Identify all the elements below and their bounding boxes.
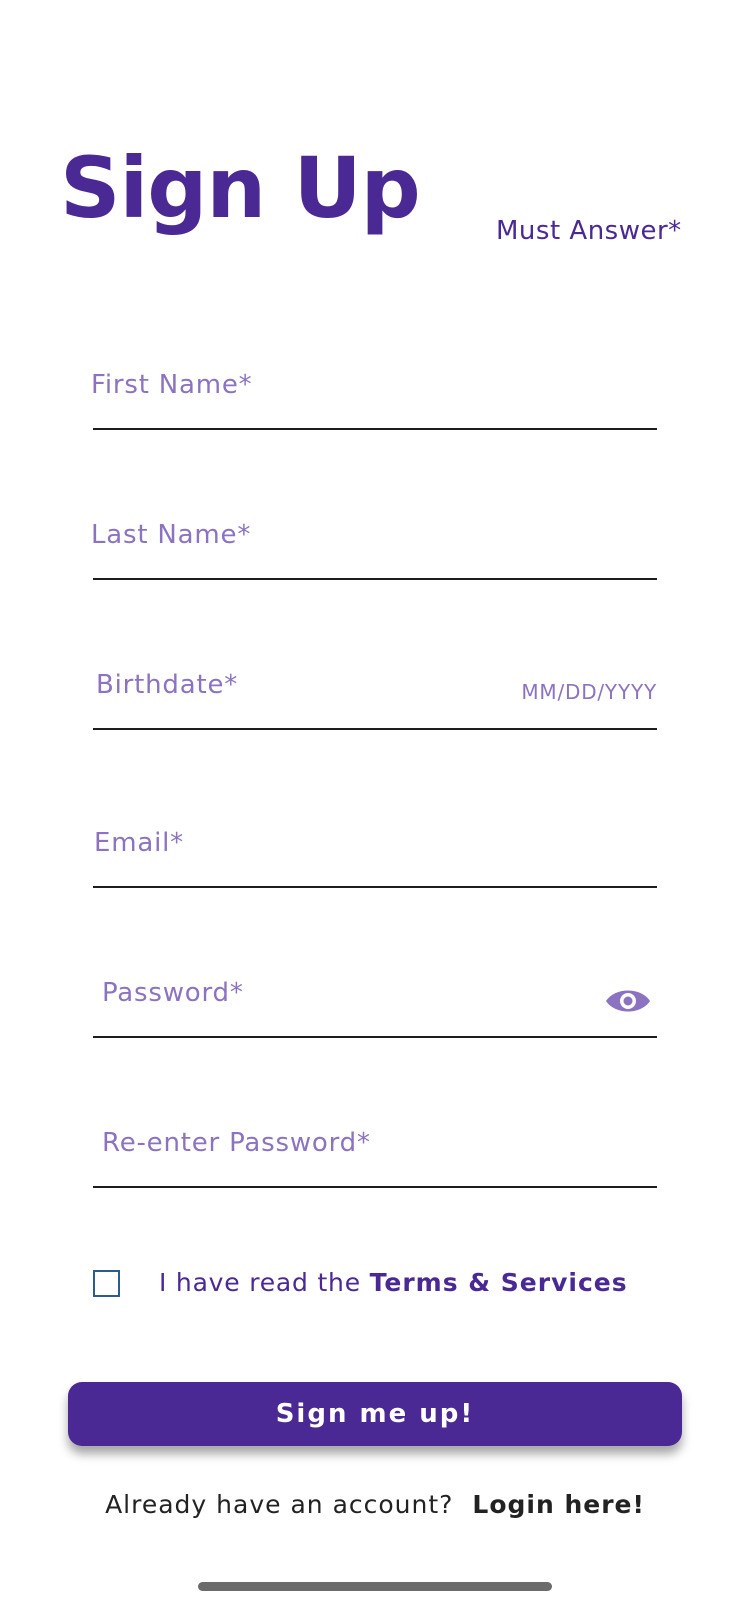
first-name-field[interactable] [93, 358, 657, 430]
birthdate-format-hint: MM/DD/YYYY [521, 680, 657, 704]
email-label: Email* [94, 828, 184, 858]
terms-text [159, 1268, 628, 1297]
password-label: Password* [102, 978, 244, 1008]
reenter-password-label: Re-enter Password* [102, 1128, 371, 1158]
terms-checkbox[interactable] [93, 1270, 120, 1297]
terms-row [93, 1270, 693, 1304]
home-indicator [198, 1582, 552, 1591]
reenter-password-field[interactable] [93, 1116, 657, 1188]
required-note: Must Answer* [496, 216, 682, 246]
terms-prefix: I have read the [159, 1268, 370, 1297]
first-name-label: First Name* [91, 370, 253, 400]
sign-up-button[interactable]: Sign me up! [68, 1382, 682, 1446]
last-name-field[interactable] [93, 508, 657, 580]
email-field[interactable] [93, 816, 657, 888]
login-link[interactable]: Login here! [472, 1490, 645, 1519]
last-name-label: Last Name* [91, 520, 252, 550]
password-field[interactable] [93, 966, 657, 1038]
login-row [0, 1490, 750, 1519]
birthdate-field[interactable] [93, 658, 657, 730]
page-title: Sign Up [60, 139, 420, 237]
eye-icon[interactable] [605, 986, 651, 1016]
terms-link[interactable]: Terms & Services [369, 1268, 628, 1297]
login-prompt: Already have an account? [105, 1490, 454, 1519]
birthdate-label: Birthdate* [96, 670, 239, 700]
